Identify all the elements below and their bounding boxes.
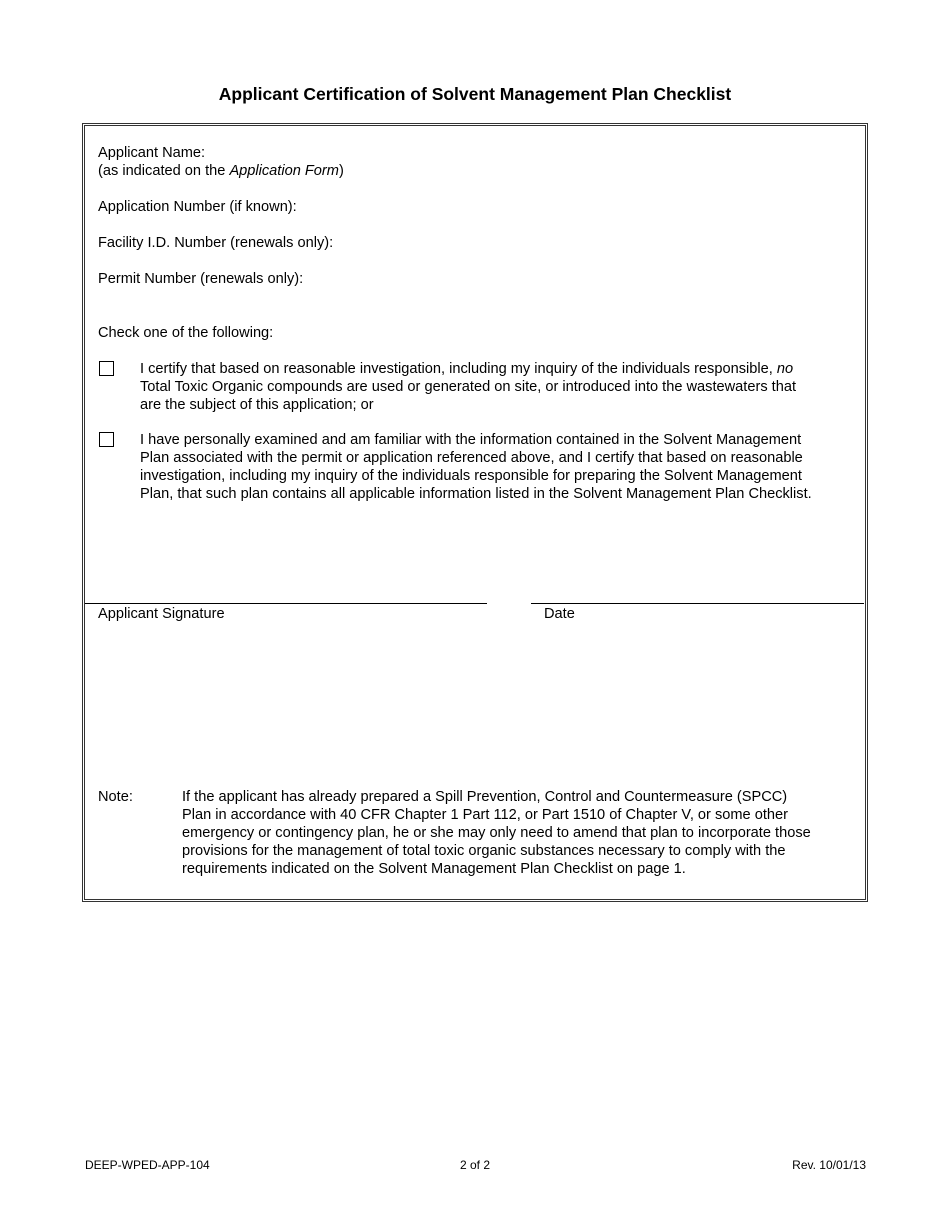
applicant-signature-line[interactable] bbox=[85, 603, 487, 604]
footer-page-number: 2 of 2 bbox=[459, 1158, 491, 1172]
date-label: Date bbox=[544, 606, 575, 622]
option2-line3: investigation, including my inquiry of the individuals responsible for preparing the Solvent Management bbox=[140, 468, 802, 484]
facility-id-label: Facility I.D. Number (renewals only): bbox=[98, 235, 334, 251]
option1-line1 bbox=[140, 360, 793, 378]
check-instruction: Check one of the following: bbox=[98, 325, 274, 341]
note-line5: requirements indicated on the Solvent Management Plan Checklist on page 1. bbox=[182, 861, 686, 877]
applicant-signature-label: Applicant Signature bbox=[98, 606, 225, 622]
applicant-name-note-prefix: (as indicated on the bbox=[98, 163, 230, 179]
applicant-name-note bbox=[98, 162, 344, 180]
permit-number-label: Permit Number (renewals only): bbox=[98, 271, 304, 287]
footer-form-id: DEEP-WPED-APP-104 bbox=[85, 1158, 210, 1172]
date-line[interactable] bbox=[531, 603, 864, 604]
option1-line2: Total Toxic Organic compounds are used or generated on site, or introduced into the wastewaters that bbox=[140, 379, 797, 395]
footer-revision: Rev. 10/01/13 bbox=[792, 1158, 866, 1172]
option1-line1-text: I certify that based on reasonable investigation, including my inquiry of the individuals responsible, bbox=[140, 361, 777, 377]
application-form-italic: Application Form bbox=[229, 163, 339, 179]
option2-line2: Plan associated with the permit or application referenced above, and I certify that based on reasonable bbox=[140, 450, 803, 466]
certify-no-tto-checkbox[interactable] bbox=[99, 361, 114, 376]
option1-line3: are the subject of this application; or bbox=[140, 397, 374, 413]
certify-smp-checkbox[interactable] bbox=[99, 432, 114, 447]
note-line3: emergency or contingency plan, he or she may only need to amend that plan to incorporate those bbox=[182, 825, 811, 841]
note-line2: Plan in accordance with 40 CFR Chapter 1 Part 112, or Part 1510 of Chapter V, or some other bbox=[182, 807, 788, 823]
applicant-name-note-suffix: ) bbox=[338, 163, 344, 179]
option1-no-italic: no bbox=[776, 361, 794, 377]
page-title: Applicant Certification of Solvent Management Plan Checklist bbox=[218, 84, 732, 104]
note-label: Note: bbox=[98, 789, 133, 805]
option2-line1: I have personally examined and am familiar with the information contained in the Solvent Management bbox=[140, 432, 802, 448]
option2-line4: Plan, that such plan contains all applicable information listed in the Solvent Management Plan Checklist. bbox=[140, 486, 812, 502]
note-line1: If the applicant has already prepared a Spill Prevention, Control and Countermeasure (SPCC) bbox=[182, 789, 788, 805]
note-line4: provisions for the management of total toxic organic substances necessary to comply with the bbox=[182, 843, 786, 859]
applicant-name-label: Applicant Name: bbox=[98, 145, 206, 161]
application-number-label: Application Number (if known): bbox=[98, 199, 297, 215]
